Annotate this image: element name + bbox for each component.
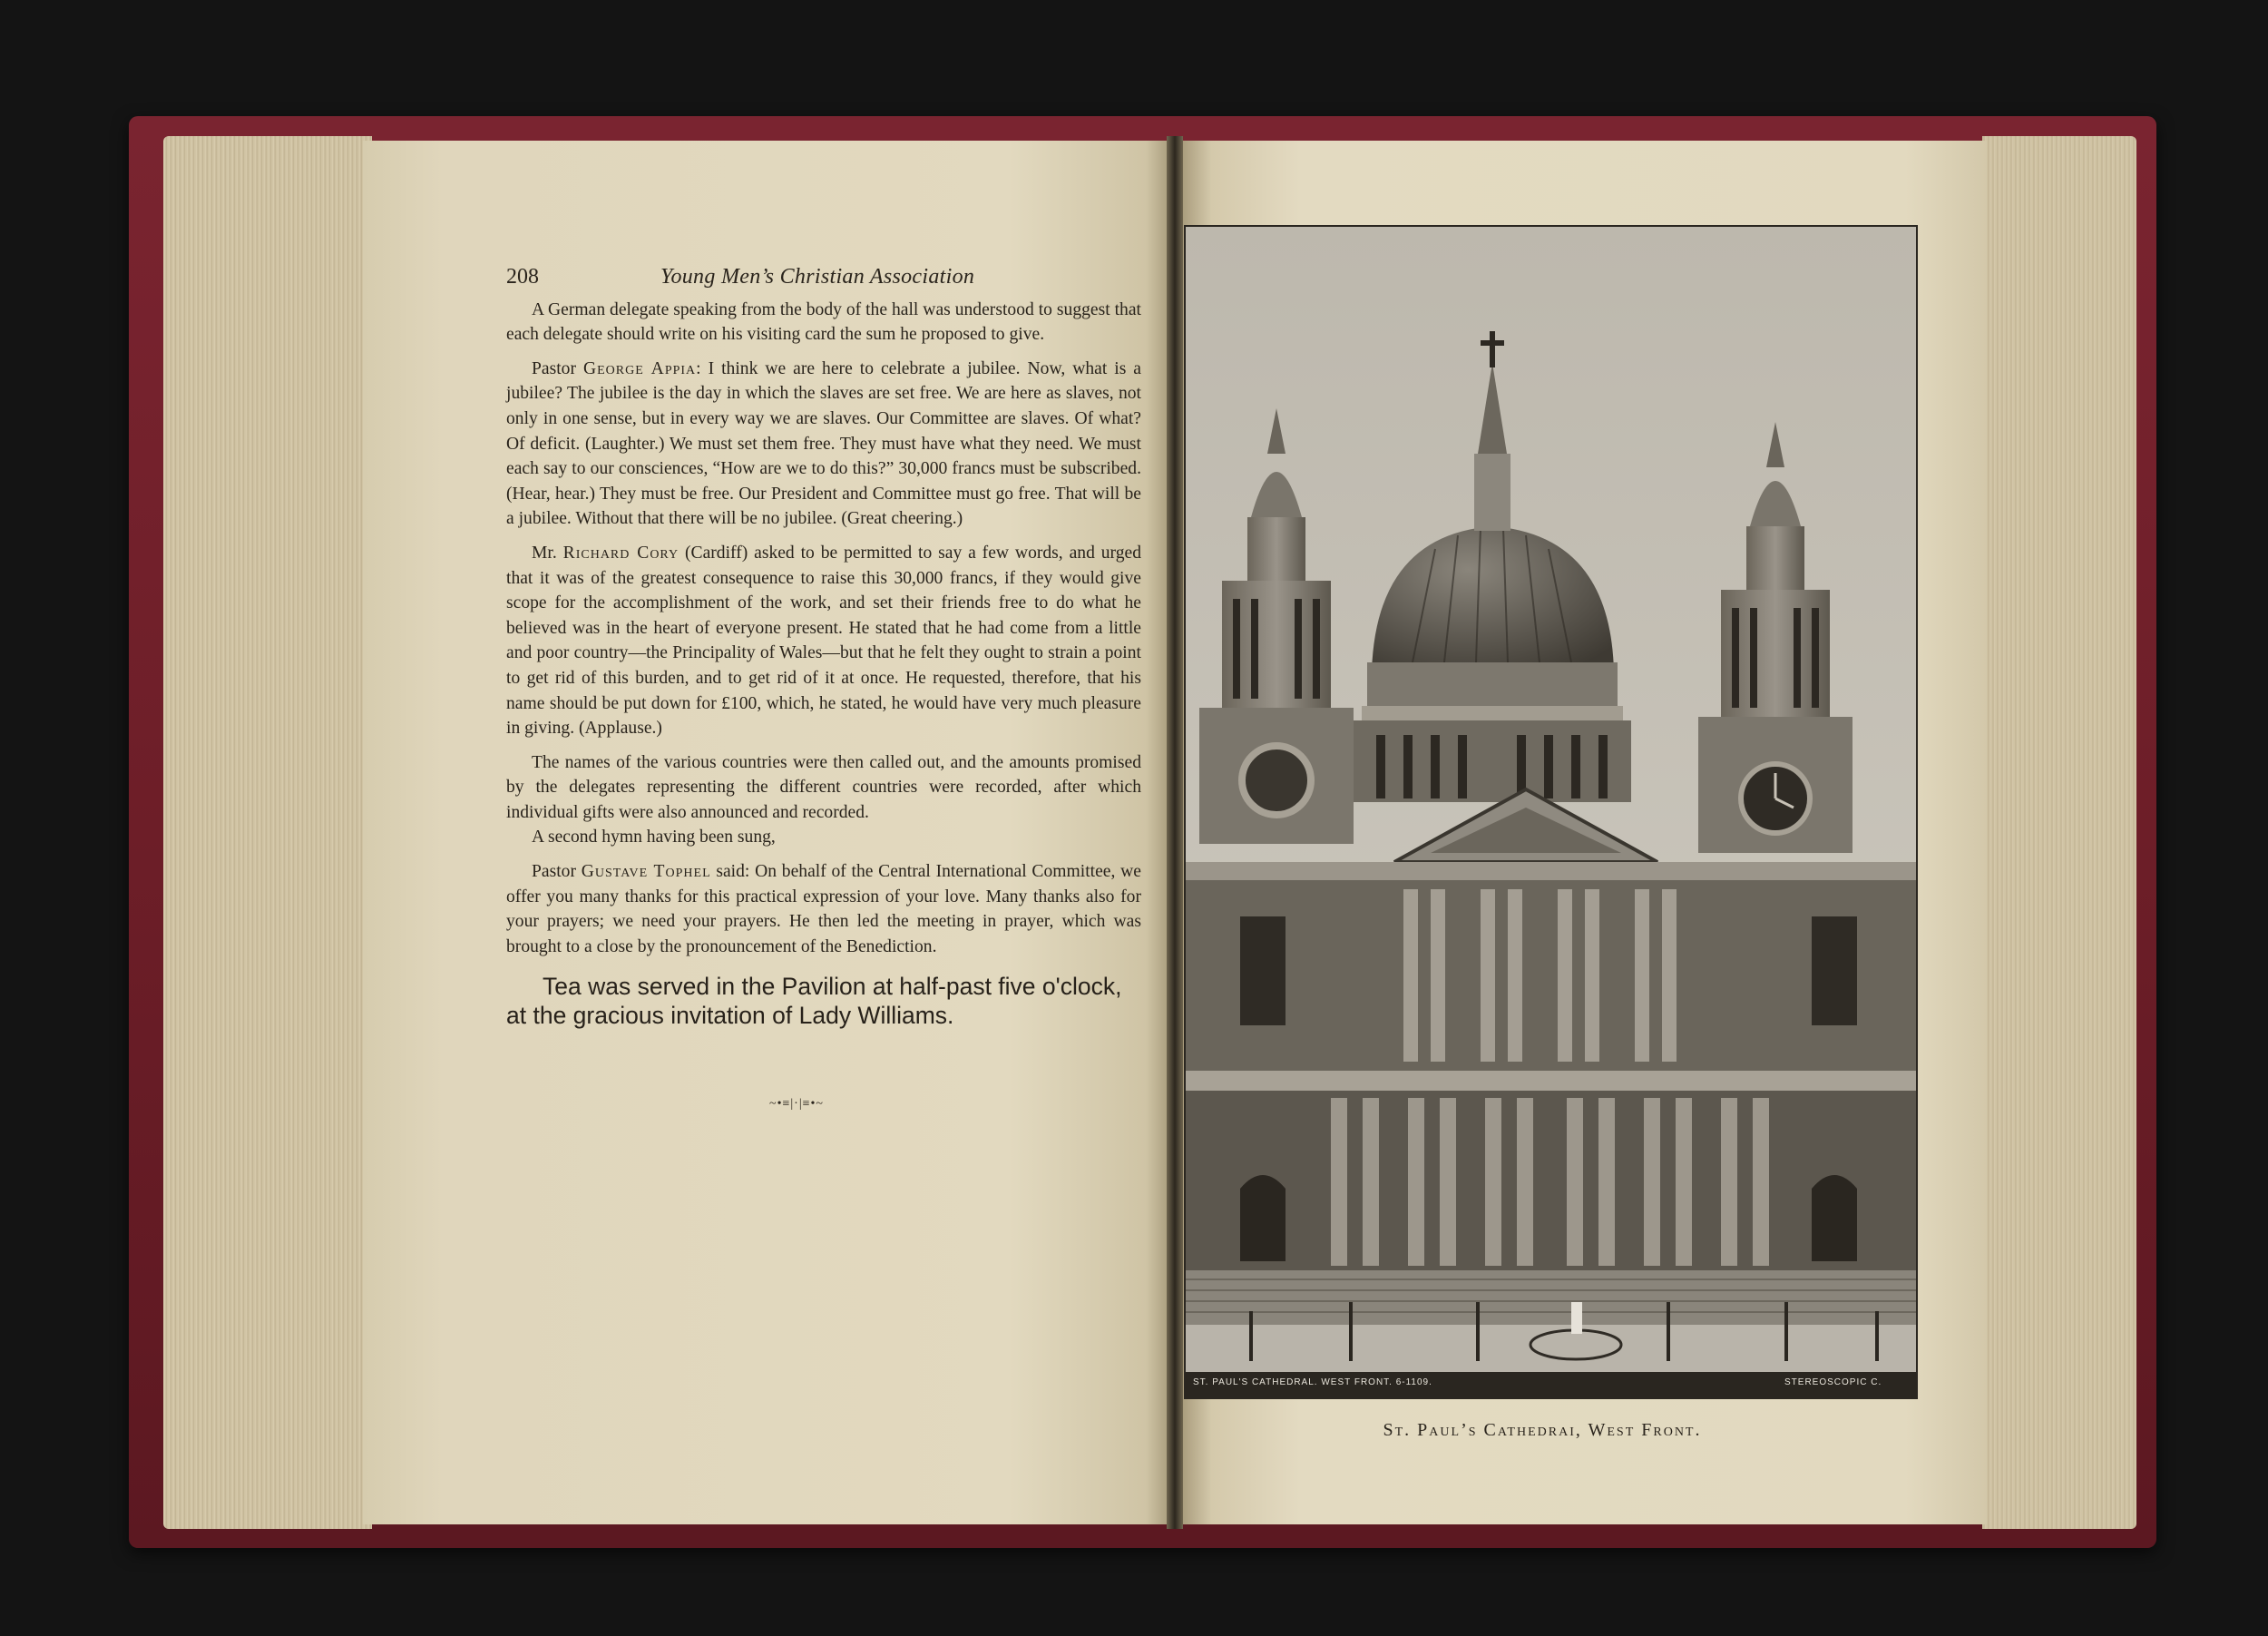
page-edges-left bbox=[163, 136, 372, 1529]
paragraph-text: (Cardiff) asked to be permitted to say a few words, and urged that it was of the greatest consequence to raise this 30,000 francs, if they would give scope for the accomplishment of the work, and set their friends free to do what he believed was in the heart of everyone present. He stated that he had come from a little and poor country—the Principality of Wales—but that he felt they ought to strain a point to get rid of this burden, and to get rid of it at once. He requested, therefore, that his name should be put down for £100, which, he stated, he would have very much pleasure in giving. (Applause.) bbox=[506, 543, 1141, 739]
photo-caption: St. Paul’s Cathedrai, West Front. bbox=[1383, 1420, 1702, 1440]
plate-label-title: ST. PAUL'S CATHEDRAL. WEST FRONT. 6-1109. bbox=[1193, 1377, 1432, 1387]
tea-note: Tea was served in the Pavilion at half-past five o'clock, at the gracious invitation of Lady Williams. bbox=[506, 973, 1122, 1030]
paragraph-text: A second hymn having been sung, bbox=[532, 828, 776, 847]
left-page-text bbox=[506, 265, 1141, 1117]
paragraph-cory bbox=[506, 541, 1141, 741]
page-edges-right bbox=[1982, 136, 2136, 1529]
speaker-name: Richard Cory bbox=[562, 543, 679, 563]
lower-colonnade bbox=[1186, 1091, 1916, 1272]
cathedral-illustration bbox=[1186, 227, 1916, 1397]
paragraph-hymn bbox=[506, 825, 1141, 850]
page-number: 208 bbox=[506, 265, 539, 289]
upper-colonnade bbox=[1186, 862, 1916, 1071]
book-gutter bbox=[1167, 136, 1183, 1529]
speaker-prefix: Pastor bbox=[532, 862, 582, 882]
cathedral-photo bbox=[1184, 225, 1918, 1399]
speaker-prefix: Mr. bbox=[532, 543, 563, 563]
speaker-prefix: Pastor bbox=[532, 358, 583, 378]
running-title: Young Men’s Christian Association bbox=[660, 265, 975, 289]
speaker-name: George Appia bbox=[582, 358, 697, 378]
paragraph-tophel bbox=[506, 859, 1141, 959]
ornament-divider: ~•≡|·|≡•~ bbox=[769, 1097, 825, 1112]
paragraph-text: : I think we are here to celebrate a jubilee. Now, what is a jubilee? The jubilee is the day in which the slaves are set free. We are here as slaves, not only in one sense, but in every way we are slaves. Our Committee are slaves. Of what? Of deficit. (Laughter.) We must set them free. They must have what they need. We must each say to our consciences, “How are we to do this?” 30,000 francs must be subscribed. (Hear, hear.) They must be free. Our President and Committee must go free. That will be a jubilee. Without that there will be no jubilee. (Great cheering.) bbox=[506, 358, 1142, 529]
paragraph-countries bbox=[506, 750, 1141, 826]
paragraph-text: The names of the various countries were then called out, and the amounts promised by the delegates representing the different countries were recorded, after which individual gifts were also announced and recorded. bbox=[506, 752, 1141, 822]
paragraph-text: A German delegate speaking from the body of the hall was understood to suggest that each delegate should write on his visiting card the sum he proposed to give. bbox=[506, 299, 1141, 345]
plate-label-publisher: STEREOSCOPIC C. bbox=[1784, 1377, 1882, 1387]
paragraph-german-delegate bbox=[506, 298, 1141, 348]
paragraph-appia bbox=[506, 357, 1141, 532]
speaker-name: Gustave Tophel bbox=[581, 862, 711, 882]
paragraph-text: said: On behalf of the Central International Committee, we offer you many thanks for this practical expression of your love. Many thanks also for your prayers; we need your prayers. He then led the meeting in prayer, which was brought to a close by the pronouncement of the Benediction. bbox=[506, 862, 1141, 956]
running-head bbox=[506, 265, 1141, 290]
